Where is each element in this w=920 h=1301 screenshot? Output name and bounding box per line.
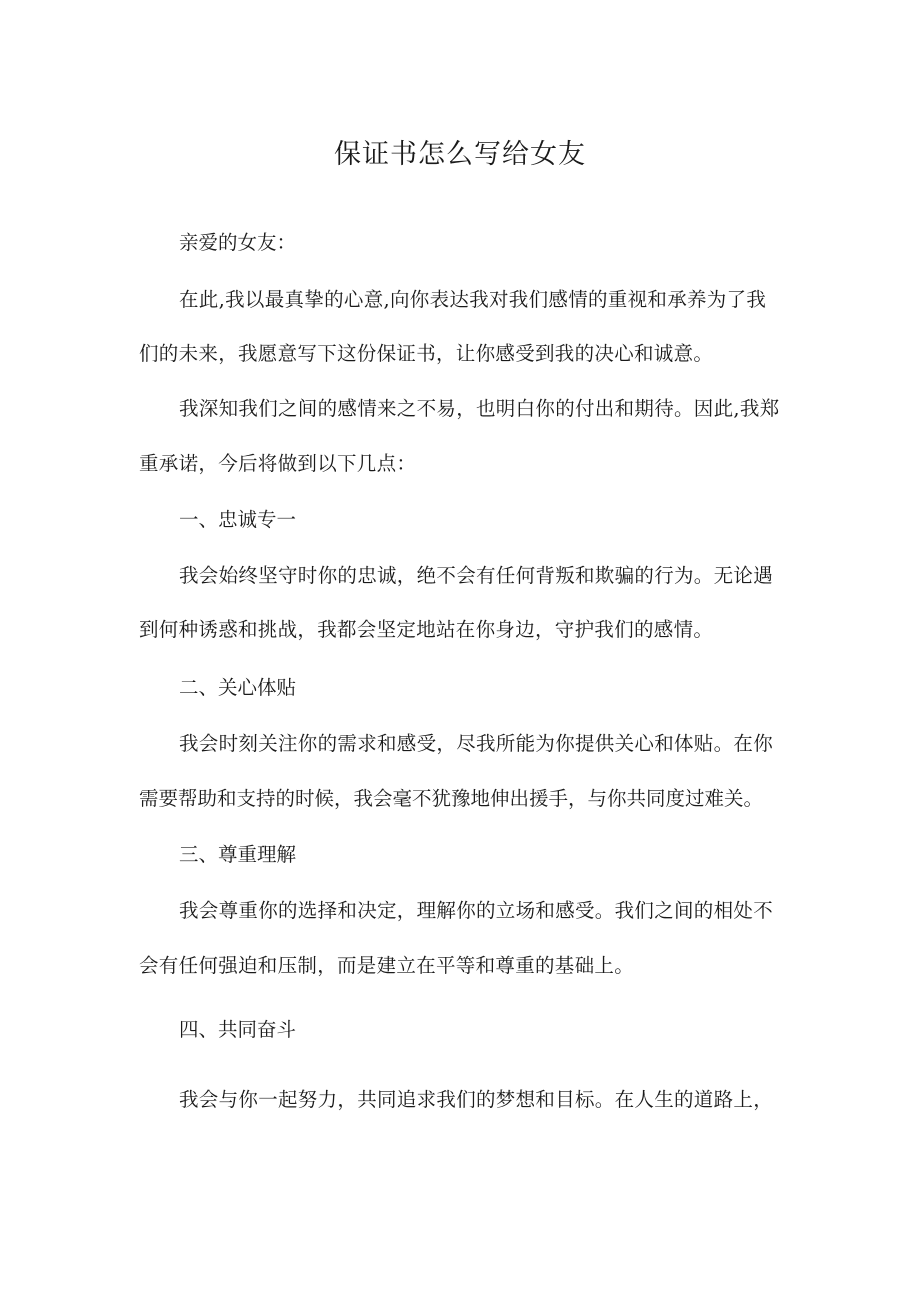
- section-heading: 三、尊重理解: [179, 843, 297, 866]
- section-heading: 二、关心体贴: [179, 676, 297, 699]
- page-title: 保证书怎么写给女友: [334, 139, 586, 170]
- paragraph-line: 到何种诱惑和挑战，我都会坚定地站在你身边，守护我们的感情。: [139, 618, 714, 641]
- salutation: 亲爱的女友：: [179, 231, 297, 254]
- paragraph-line: 会有任何强迫和压制，而是建立在平等和尊重的基础上。: [139, 954, 635, 977]
- paragraph-line: 我会时刻关注你的需求和感受，尽我所能为你提供关心和体贴。在你: [179, 732, 774, 755]
- section-heading: 四、共同奋斗: [179, 1018, 297, 1041]
- paragraph-line: 们的未来，我愿意写下这份保证书，让你感受到我的决心和诚意。: [139, 342, 714, 365]
- paragraph-line: 重承诺，今后将做到以下几点：: [139, 452, 417, 475]
- section-heading: 一、忠诚专一: [179, 508, 297, 531]
- paragraph-line: 我会与你一起努力，共同追求我们的梦想和目标。在人生的道路上，: [179, 1088, 774, 1111]
- paragraph-line: 我会始终坚守时你的忠诚，绝不会有任何背叛和欺骗的行为。无论遇: [179, 564, 774, 587]
- paragraph-line: 在此,我以最真挚的心意,向你表达我对我们感情的重视和承养为了我: [179, 288, 767, 311]
- paragraph-line: 我会尊重你的选择和决定，理解你的立场和感受。我们之间的相处不: [179, 899, 774, 922]
- paragraph-line: 我深知我们之间的感情来之不易，也明白你的付出和期待。因此,我郑: [179, 397, 780, 420]
- paragraph-line: 需要帮助和支持的时候，我会毫不犹豫地伸出援手，与你共同度过难关。: [139, 787, 764, 810]
